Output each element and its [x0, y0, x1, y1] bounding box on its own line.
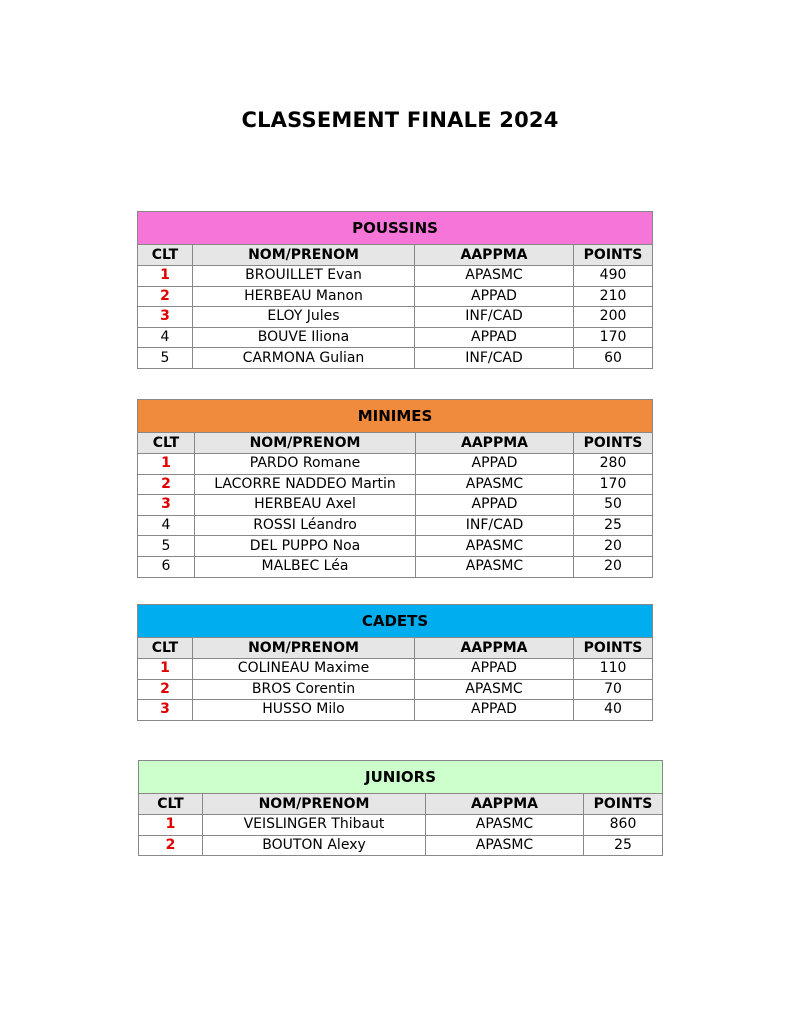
points-cell: 490	[574, 266, 653, 287]
table-row	[139, 815, 663, 836]
table-row	[138, 327, 653, 348]
club-cell: APASMC	[416, 536, 574, 557]
minimes-table	[137, 399, 653, 578]
club-cell: APASMC	[426, 815, 584, 836]
juniors-table	[138, 760, 663, 856]
name-cell: MALBEC Léa	[195, 556, 416, 577]
rank-cell: 5	[138, 536, 195, 557]
table-row	[138, 556, 653, 577]
name-cell: BOUVE Iliona	[193, 327, 415, 348]
club-cell: APPAD	[415, 327, 574, 348]
points-cell: 20	[574, 556, 653, 577]
name-cell: LACORRE NADDEO Martin	[195, 474, 416, 495]
table-row	[138, 307, 653, 328]
club-cell: APASMC	[416, 474, 574, 495]
name-cell: COLINEAU Maxime	[193, 659, 415, 680]
col-header-name: NOM/PRENOM	[193, 638, 415, 659]
points-cell: 210	[574, 286, 653, 307]
col-header-name: NOM/PRENOM	[193, 245, 415, 266]
rank-cell: 4	[138, 327, 193, 348]
name-cell: HUSSO Milo	[193, 700, 415, 721]
table-row	[138, 348, 653, 369]
rank-cell: 2	[138, 679, 193, 700]
name-cell: VEISLINGER Thibaut	[203, 815, 426, 836]
col-header-points: POINTS	[574, 433, 653, 454]
col-header-club: AAPPMA	[415, 638, 574, 659]
table-row	[138, 536, 653, 557]
rank-cell: 1	[139, 815, 203, 836]
rank-cell: 6	[138, 556, 195, 577]
club-cell: APPAD	[415, 659, 574, 680]
table-row	[138, 495, 653, 516]
rank-cell: 3	[138, 700, 193, 721]
club-cell: APPAD	[415, 700, 574, 721]
points-cell: 25	[584, 835, 663, 856]
rank-cell: 1	[138, 266, 193, 287]
rank-cell: 5	[138, 348, 193, 369]
points-cell: 110	[574, 659, 653, 680]
col-header-points: POINTS	[574, 245, 653, 266]
page-title: CLASSEMENT FINALE 2024	[241, 108, 559, 132]
category-header: CADETS	[138, 605, 653, 638]
name-cell: HERBEAU Manon	[193, 286, 415, 307]
table-row	[138, 659, 653, 680]
points-cell: 170	[574, 474, 653, 495]
points-cell: 200	[574, 307, 653, 328]
club-cell: APPAD	[415, 286, 574, 307]
points-cell: 70	[574, 679, 653, 700]
col-header-points: POINTS	[584, 794, 663, 815]
table-row	[138, 515, 653, 536]
name-cell: ELOY Jules	[193, 307, 415, 328]
points-cell: 50	[574, 495, 653, 516]
col-header-rank: CLT	[138, 245, 193, 266]
table-row	[138, 286, 653, 307]
col-header-name: NOM/PRENOM	[203, 794, 426, 815]
col-header-rank: CLT	[138, 638, 193, 659]
category-header: POUSSINS	[138, 212, 653, 245]
category-header: JUNIORS	[139, 761, 663, 794]
col-header-club: AAPPMA	[415, 245, 574, 266]
col-header-club: AAPPMA	[416, 433, 574, 454]
poussins-table	[137, 211, 653, 369]
points-cell: 170	[574, 327, 653, 348]
table-row	[138, 700, 653, 721]
name-cell: BOUTON Alexy	[203, 835, 426, 856]
name-cell: BROUILLET Evan	[193, 266, 415, 287]
rank-cell: 3	[138, 307, 193, 328]
club-cell: APASMC	[415, 679, 574, 700]
points-cell: 40	[574, 700, 653, 721]
club-cell: INF/CAD	[415, 307, 574, 328]
club-cell: APPAD	[416, 495, 574, 516]
table-row	[138, 679, 653, 700]
table-row	[138, 266, 653, 287]
table-row	[139, 835, 663, 856]
rank-cell: 1	[138, 454, 195, 475]
rank-cell: 2	[138, 286, 193, 307]
rank-cell: 1	[138, 659, 193, 680]
col-header-club: AAPPMA	[426, 794, 584, 815]
rank-cell: 3	[138, 495, 195, 516]
club-cell: APPAD	[416, 454, 574, 475]
club-cell: INF/CAD	[416, 515, 574, 536]
points-cell: 60	[574, 348, 653, 369]
col-header-name: NOM/PRENOM	[195, 433, 416, 454]
category-header: MINIMES	[138, 400, 653, 433]
rank-cell: 2	[139, 835, 203, 856]
name-cell: CARMONA Gulian	[193, 348, 415, 369]
club-cell: APASMC	[426, 835, 584, 856]
col-header-rank: CLT	[138, 433, 195, 454]
rank-cell: 4	[138, 515, 195, 536]
table-row	[138, 474, 653, 495]
points-cell: 860	[584, 815, 663, 836]
name-cell: BROS Corentin	[193, 679, 415, 700]
club-cell: INF/CAD	[415, 348, 574, 369]
name-cell: HERBEAU Axel	[195, 495, 416, 516]
name-cell: ROSSI Léandro	[195, 515, 416, 536]
club-cell: APASMC	[416, 556, 574, 577]
col-header-rank: CLT	[139, 794, 203, 815]
rank-cell: 2	[138, 474, 195, 495]
table-row	[138, 454, 653, 475]
points-cell: 280	[574, 454, 653, 475]
name-cell: DEL PUPPO Noa	[195, 536, 416, 557]
cadets-table	[137, 604, 653, 721]
club-cell: APASMC	[415, 266, 574, 287]
name-cell: PARDO Romane	[195, 454, 416, 475]
points-cell: 25	[574, 515, 653, 536]
points-cell: 20	[574, 536, 653, 557]
col-header-points: POINTS	[574, 638, 653, 659]
